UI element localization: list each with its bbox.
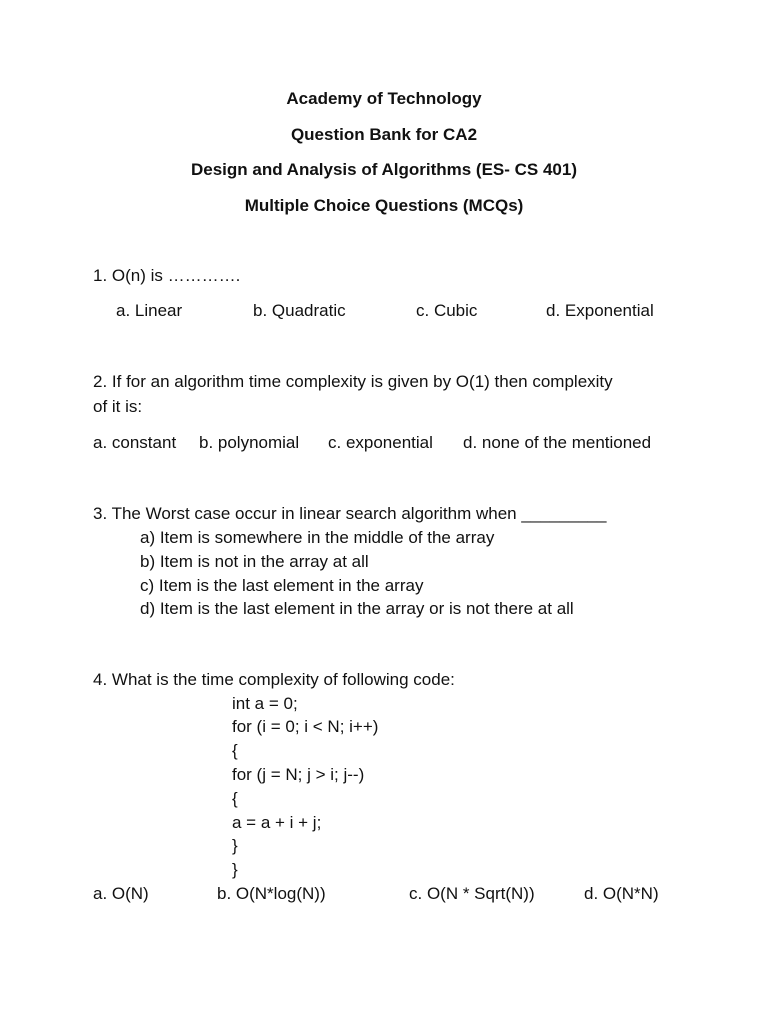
question-2-text-line-1: 2. If for an algorithm time complexity is given by O(1) then complexity	[93, 372, 613, 391]
question-3-text: 3. The Worst case occur in linear search algorithm when _________	[93, 504, 607, 523]
code-line: }	[232, 836, 238, 855]
question-2-option-c: c. exponential	[328, 433, 433, 452]
subject-title: Design and Analysis of Algorithms (ES- CS 401)	[190, 160, 578, 179]
section-title: Multiple Choice Questions (MCQs)	[244, 196, 524, 215]
question-3-option-a: a) Item is somewhere in the middle of the array	[140, 528, 495, 547]
question-2-option-d: d. none of the mentioned	[463, 433, 652, 452]
question-3-option-c: c) Item is the last element in the array	[140, 576, 424, 595]
question-4-text: 4. What is the time complexity of following code:	[93, 670, 455, 689]
code-line: int a = 0;	[232, 694, 298, 713]
code-line: {	[232, 741, 238, 760]
question-1-option-d: d. Exponential	[546, 301, 654, 320]
question-1-option-a: a. Linear	[116, 301, 183, 320]
question-4-option-d: d. O(N*N)	[584, 884, 659, 903]
question-bank-title: Question Bank for CA2	[290, 125, 478, 144]
question-4-option-a: a. O(N)	[93, 884, 149, 903]
question-1-text: 1. O(n) is ………….	[93, 266, 241, 285]
question-4-option-b: b. O(N*log(N))	[217, 884, 326, 903]
code-line: for (i = 0; i < N; i++)	[232, 717, 379, 736]
question-2-option-b: b. polynomial	[199, 433, 300, 452]
question-3-option-b: b) Item is not in the array at all	[140, 552, 369, 571]
question-3-option-d: d) Item is the last element in the array or is not there at all	[140, 599, 574, 618]
question-1-option-b: b. Quadratic	[253, 301, 346, 320]
code-line: }	[232, 860, 238, 879]
question-2-option-a: a. constant	[93, 433, 177, 452]
code-line: a = a + i + j;	[232, 813, 322, 832]
question-2-text-line-2: of it is:	[93, 397, 143, 416]
question-4-option-c: c. O(N * Sqrt(N))	[409, 884, 535, 903]
question-1-option-c: c. Cubic	[416, 301, 478, 320]
institute-title: Academy of Technology	[286, 89, 482, 108]
code-line: for (j = N; j > i; j--)	[232, 765, 365, 784]
code-line: {	[232, 789, 238, 808]
